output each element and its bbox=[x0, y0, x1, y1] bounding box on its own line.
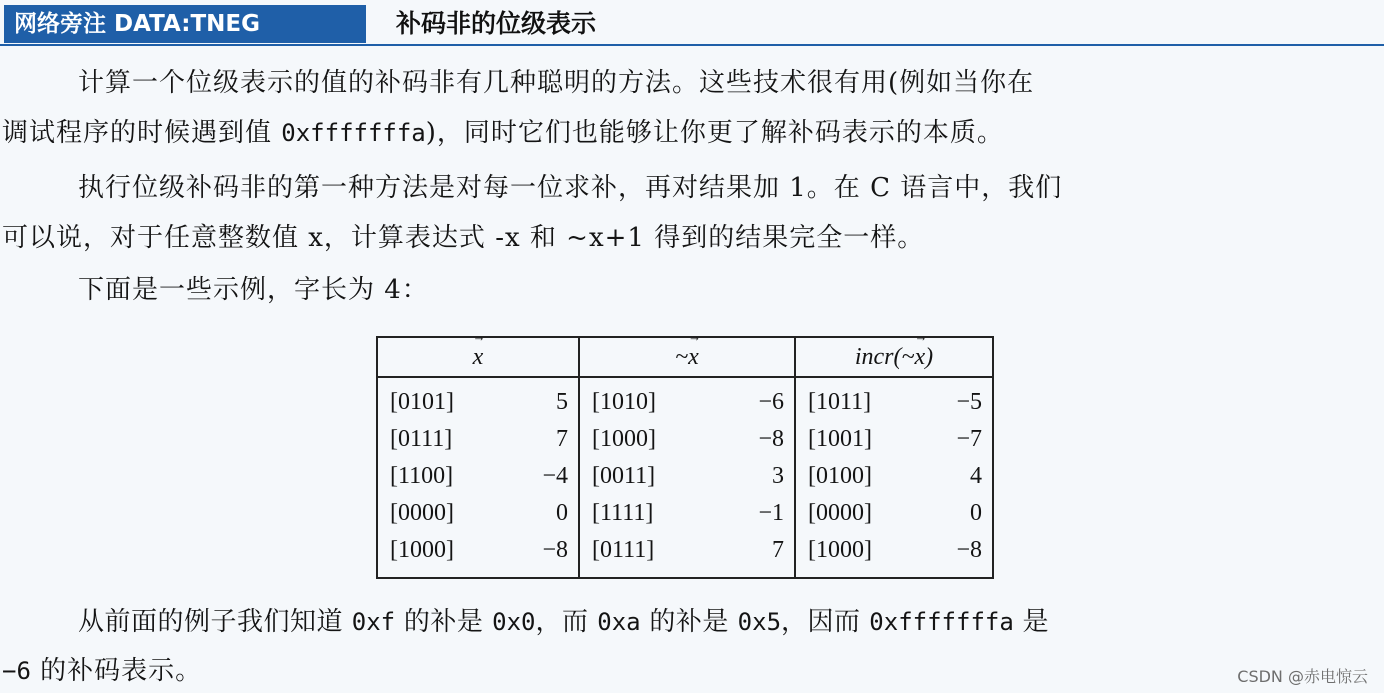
paragraph-3-line-1: 下面是一些示例，字长为 4： bbox=[78, 275, 429, 305]
table-row: [0111] 7 bbox=[390, 426, 568, 452]
column-x bbox=[377, 377, 579, 578]
table-row: [1100] −4 bbox=[390, 463, 568, 489]
conclusion-line-2: −6 的补码表示。 bbox=[2, 656, 203, 686]
inline-code: 0xfffffffa bbox=[281, 119, 426, 147]
column-incr-not-x bbox=[795, 377, 993, 578]
table-row: [0000] 0 bbox=[808, 500, 982, 526]
paragraph-2-line-1: 执行位级补码非的第一种方法是对每一位求补，再对结果加 1。在 C 语言中，我们 bbox=[78, 173, 1063, 203]
table-row: [0011] 3 bbox=[592, 463, 784, 489]
table-header-row bbox=[377, 337, 993, 377]
section-title: 补码非的位级表示 bbox=[396, 9, 597, 38]
table-row: [1010] −6 bbox=[592, 389, 784, 415]
table-row: [1001] −7 bbox=[808, 426, 982, 452]
header-rule bbox=[0, 44, 1384, 46]
table-row: [0100] 4 bbox=[808, 463, 982, 489]
conclusion-line-1: 从前面的例子我们知道 0xf 的补是 0x0，而 0xa 的补是 0x5，因而 0xfffffffa 是 bbox=[78, 607, 1050, 637]
header-not-x: ~→ x bbox=[579, 337, 795, 377]
paragraph-1-line-2: 调试程序的时候遇到值 0xfffffffa)，同时它们也能够让你更了解补码表示的本质。 bbox=[2, 118, 1004, 148]
section-badge: 网络旁注 DATA:TNEG bbox=[4, 5, 366, 43]
table-row: [0101] 5 bbox=[390, 389, 568, 415]
table-row: [0000] 0 bbox=[390, 500, 568, 526]
negation-example-table bbox=[376, 336, 994, 579]
paragraph-1-line-1: 计算一个位级表示的值的补码非有几种聪明的方法。这些技术很有用(例如当你在 bbox=[78, 68, 1035, 98]
paragraph-2-line-2: 可以说，对于任意整数值 x，计算表达式 -x 和 ~x+1 得到的结果完全一样。 bbox=[2, 223, 925, 253]
csdn-watermark: CSDN @赤电惊云 bbox=[1237, 667, 1368, 686]
table-row: [1000] −8 bbox=[808, 537, 982, 563]
table-row: [1111] −1 bbox=[592, 500, 784, 526]
header-incr-not-x: incr(~→ x) bbox=[795, 337, 993, 377]
column-not-x bbox=[579, 377, 795, 578]
header-x: → x bbox=[377, 337, 579, 377]
table-row: [1000] −8 bbox=[390, 537, 568, 563]
table-row: [1000] −8 bbox=[592, 426, 784, 452]
table-row: [1011] −5 bbox=[808, 389, 982, 415]
table-row: [0111] 7 bbox=[592, 537, 784, 563]
